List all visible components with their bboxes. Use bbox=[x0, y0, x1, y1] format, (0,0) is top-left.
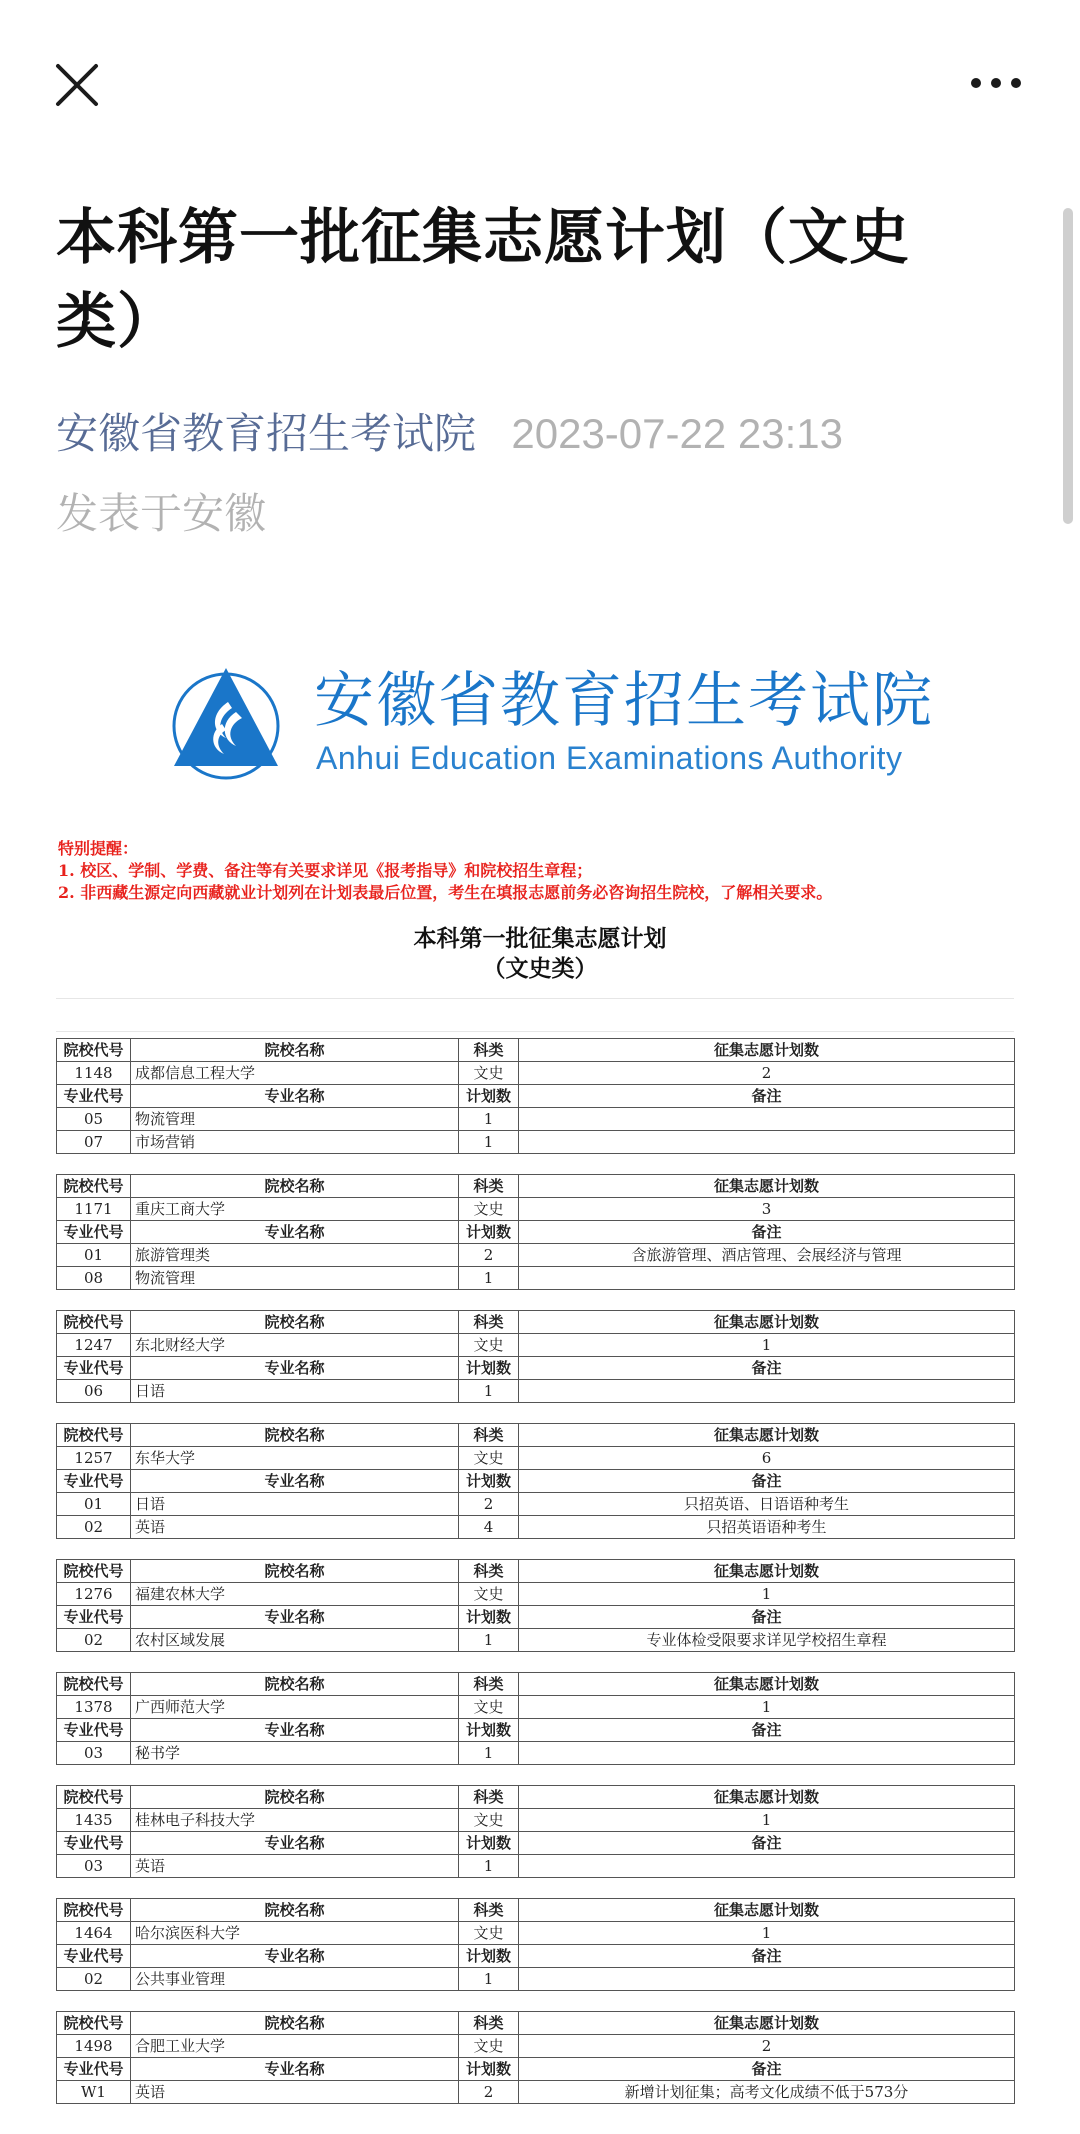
school-plan-total: 1 bbox=[519, 1696, 1015, 1719]
school-category: 文史 bbox=[459, 1809, 519, 1832]
major-plan-count: 1 bbox=[459, 1380, 519, 1403]
header-school-name: 院校名称 bbox=[131, 1673, 459, 1696]
header-plan-total: 征集志愿计划数 bbox=[519, 1560, 1015, 1583]
header-plan-count: 计划数 bbox=[459, 1470, 519, 1493]
header-plan-total: 征集志愿计划数 bbox=[519, 1311, 1015, 1334]
major-name: 英语 bbox=[131, 1855, 459, 1878]
major-plan-count: 1 bbox=[459, 1629, 519, 1652]
school-table bbox=[56, 1559, 1015, 1652]
header-school-code: 院校代号 bbox=[57, 1899, 131, 1922]
school-plan-total: 6 bbox=[519, 1447, 1015, 1470]
school-code: 1257 bbox=[57, 1447, 131, 1470]
major-name: 农村区域发展 bbox=[131, 1629, 459, 1652]
major-code: 03 bbox=[57, 1855, 131, 1878]
authority-name-cn: 安徽省教育招生考试院 bbox=[314, 666, 934, 736]
school-row bbox=[57, 1198, 1015, 1221]
school-name: 东北财经大学 bbox=[131, 1334, 459, 1357]
header-category: 科类 bbox=[459, 2012, 519, 2035]
major-code: 06 bbox=[57, 1380, 131, 1403]
major-header-row bbox=[57, 1606, 1015, 1629]
major-plan-count: 1 bbox=[459, 1131, 519, 1154]
notice-line-2: 2. 非西藏生源定向西藏就业计划列在计划表最后位置，考生在填报志愿前务必咨询招生院校，了解相关要求。 bbox=[58, 883, 833, 902]
school-header-row bbox=[57, 1673, 1015, 1696]
school-code: 1435 bbox=[57, 1809, 131, 1832]
major-row bbox=[57, 1493, 1015, 1516]
publish-location: 发表于安徽 bbox=[56, 489, 267, 538]
major-code: 02 bbox=[57, 1516, 131, 1539]
school-plan-total: 1 bbox=[519, 1334, 1015, 1357]
header-category: 科类 bbox=[459, 1424, 519, 1447]
plan-title-sub: （文史类） bbox=[482, 955, 598, 982]
major-remark bbox=[519, 1855, 1015, 1878]
close-icon bbox=[50, 58, 110, 118]
more-icon bbox=[968, 68, 1032, 98]
school-table bbox=[56, 1038, 1015, 1154]
header-remarks: 备注 bbox=[519, 1085, 1015, 1108]
school-category: 文史 bbox=[459, 1334, 519, 1357]
document-image bbox=[40, 640, 1040, 2134]
notice-line-1: 1. 校区、学制、学费、备注等有关要求详见《报考指导》和院校招生章程； bbox=[58, 861, 593, 880]
school-name: 广西师范大学 bbox=[131, 1696, 459, 1719]
major-plan-count: 2 bbox=[459, 1244, 519, 1267]
header-school-code: 院校代号 bbox=[57, 1560, 131, 1583]
school-category: 文史 bbox=[459, 1447, 519, 1470]
school-table bbox=[56, 1174, 1015, 1290]
school-header-row bbox=[57, 2012, 1015, 2035]
major-name: 日语 bbox=[131, 1493, 459, 1516]
header-school-name: 院校名称 bbox=[131, 1424, 459, 1447]
more-button[interactable] bbox=[968, 68, 1032, 98]
header-school-name: 院校名称 bbox=[131, 1175, 459, 1198]
blank-rows bbox=[56, 998, 1014, 1032]
header-school-name: 院校名称 bbox=[131, 2012, 459, 2035]
major-name: 物流管理 bbox=[131, 1108, 459, 1131]
header-major-code: 专业代号 bbox=[57, 1357, 131, 1380]
major-header-row bbox=[57, 2058, 1015, 2081]
major-remark bbox=[519, 1742, 1015, 1765]
major-remark bbox=[519, 1131, 1015, 1154]
school-row bbox=[57, 1334, 1015, 1357]
school-header-row bbox=[57, 1560, 1015, 1583]
school-name: 成都信息工程大学 bbox=[131, 1062, 459, 1085]
header-remarks: 备注 bbox=[519, 1606, 1015, 1629]
header-category: 科类 bbox=[459, 1311, 519, 1334]
major-name: 物流管理 bbox=[131, 1267, 459, 1290]
header-remarks: 备注 bbox=[519, 1357, 1015, 1380]
header-major-name: 专业名称 bbox=[131, 1085, 459, 1108]
school-header-row bbox=[57, 1786, 1015, 1809]
header-category: 科类 bbox=[459, 1899, 519, 1922]
header-school-code: 院校代号 bbox=[57, 2012, 131, 2035]
header-category: 科类 bbox=[459, 1673, 519, 1696]
header-plan-total: 征集志愿计划数 bbox=[519, 1039, 1015, 1062]
major-remark bbox=[519, 1267, 1015, 1290]
school-category: 文史 bbox=[459, 1922, 519, 1945]
school-code: 1247 bbox=[57, 1334, 131, 1357]
school-plan-total: 2 bbox=[519, 2035, 1015, 2058]
major-row bbox=[57, 2081, 1015, 2104]
major-plan-count: 1 bbox=[459, 1968, 519, 1991]
header-school-code: 院校代号 bbox=[57, 1311, 131, 1334]
major-name: 公共事业管理 bbox=[131, 1968, 459, 1991]
header-plan-total: 征集志愿计划数 bbox=[519, 1175, 1015, 1198]
major-remark: 只招英语语种考生 bbox=[519, 1516, 1015, 1539]
major-name: 市场营销 bbox=[131, 1131, 459, 1154]
school-name: 桂林电子科技大学 bbox=[131, 1809, 459, 1832]
school-plan-total: 3 bbox=[519, 1198, 1015, 1221]
major-code: 01 bbox=[57, 1493, 131, 1516]
school-table bbox=[56, 1785, 1015, 1878]
major-row bbox=[57, 1267, 1015, 1290]
header-school-name: 院校名称 bbox=[131, 1039, 459, 1062]
major-row bbox=[57, 1968, 1015, 1991]
header-school-name: 院校名称 bbox=[131, 1786, 459, 1809]
major-row bbox=[57, 1380, 1015, 1403]
school-row bbox=[57, 1696, 1015, 1719]
header-school-name: 院校名称 bbox=[131, 1560, 459, 1583]
header-school-code: 院校代号 bbox=[57, 1175, 131, 1198]
header-plan-total: 征集志愿计划数 bbox=[519, 2012, 1015, 2035]
major-remark: 含旅游管理、酒店管理、会展经济与管理 bbox=[519, 1244, 1015, 1267]
major-name: 英语 bbox=[131, 1516, 459, 1539]
header-category: 科类 bbox=[459, 1560, 519, 1583]
header-school-code: 院校代号 bbox=[57, 1039, 131, 1062]
major-name: 英语 bbox=[131, 2081, 459, 2104]
major-header-row bbox=[57, 1221, 1015, 1244]
header-remarks: 备注 bbox=[519, 1470, 1015, 1493]
header-plan-count: 计划数 bbox=[459, 1357, 519, 1380]
major-name: 日语 bbox=[131, 1380, 459, 1403]
header-plan-count: 计划数 bbox=[459, 1719, 519, 1742]
authority-logo-icon bbox=[166, 662, 286, 782]
major-remark bbox=[519, 1380, 1015, 1403]
header-major-name: 专业名称 bbox=[131, 1719, 459, 1742]
authority-name-en: Anhui Education Examinations Authority bbox=[316, 740, 903, 776]
header-plan-count: 计划数 bbox=[459, 1221, 519, 1244]
top-bar bbox=[0, 0, 1080, 170]
header-remarks: 备注 bbox=[519, 2058, 1015, 2081]
school-code: 1464 bbox=[57, 1922, 131, 1945]
school-plan-total: 1 bbox=[519, 1922, 1015, 1945]
major-code: W1 bbox=[57, 2081, 131, 2104]
header-plan-count: 计划数 bbox=[459, 1945, 519, 1968]
major-code: 03 bbox=[57, 1742, 131, 1765]
school-name: 哈尔滨医科大学 bbox=[131, 1922, 459, 1945]
header-major-code: 专业代号 bbox=[57, 1085, 131, 1108]
header-remarks: 备注 bbox=[519, 1945, 1015, 1968]
header-school-code: 院校代号 bbox=[57, 1424, 131, 1447]
header-major-code: 专业代号 bbox=[57, 1221, 131, 1244]
major-header-row bbox=[57, 1470, 1015, 1493]
plan-tables bbox=[56, 1038, 1014, 2124]
header-major-name: 专业名称 bbox=[131, 1606, 459, 1629]
school-header-row bbox=[57, 1175, 1015, 1198]
school-category: 文史 bbox=[459, 1062, 519, 1085]
major-plan-count: 1 bbox=[459, 1267, 519, 1290]
major-row bbox=[57, 1742, 1015, 1765]
plan-title-main: 本科第一批征集志愿计划 bbox=[413, 925, 667, 952]
header-major-name: 专业名称 bbox=[131, 1357, 459, 1380]
header-major-code: 专业代号 bbox=[57, 1719, 131, 1742]
major-remark: 新增计划征集；高考文化成绩不低于573分 bbox=[519, 2081, 1015, 2104]
header-school-name: 院校名称 bbox=[131, 1311, 459, 1334]
header-plan-count: 计划数 bbox=[459, 1085, 519, 1108]
header-major-code: 专业代号 bbox=[57, 1832, 131, 1855]
special-notice bbox=[58, 838, 1028, 904]
school-table bbox=[56, 1423, 1015, 1539]
header-plan-count: 计划数 bbox=[459, 1606, 519, 1629]
major-row bbox=[57, 1108, 1015, 1131]
school-plan-total: 2 bbox=[519, 1062, 1015, 1085]
header-remarks: 备注 bbox=[519, 1221, 1015, 1244]
major-remark: 只招英语、日语语种考生 bbox=[519, 1493, 1015, 1516]
header-plan-count: 计划数 bbox=[459, 1832, 519, 1855]
header-plan-total: 征集志愿计划数 bbox=[519, 1673, 1015, 1696]
header-major-code: 专业代号 bbox=[57, 1606, 131, 1629]
header-category: 科类 bbox=[459, 1039, 519, 1062]
major-name: 旅游管理类 bbox=[131, 1244, 459, 1267]
header-plan-total: 征集志愿计划数 bbox=[519, 1424, 1015, 1447]
school-code: 1276 bbox=[57, 1583, 131, 1606]
major-plan-count: 1 bbox=[459, 1108, 519, 1131]
major-row bbox=[57, 1244, 1015, 1267]
school-plan-total: 1 bbox=[519, 1809, 1015, 1832]
school-plan-total: 1 bbox=[519, 1583, 1015, 1606]
school-table bbox=[56, 1672, 1015, 1765]
school-table bbox=[56, 2011, 1015, 2104]
school-name: 福建农林大学 bbox=[131, 1583, 459, 1606]
school-row bbox=[57, 1583, 1015, 1606]
school-table bbox=[56, 1898, 1015, 1991]
header-major-name: 专业名称 bbox=[131, 1470, 459, 1493]
major-row bbox=[57, 1855, 1015, 1878]
school-code: 1378 bbox=[57, 1696, 131, 1719]
major-name: 秘书学 bbox=[131, 1742, 459, 1765]
notice-heading: 特别提醒： bbox=[58, 839, 139, 858]
authority-logo bbox=[166, 662, 956, 782]
major-header-row bbox=[57, 1719, 1015, 1742]
school-name: 东华大学 bbox=[131, 1447, 459, 1470]
major-remark bbox=[519, 1968, 1015, 1991]
school-category: 文史 bbox=[459, 2035, 519, 2058]
school-row bbox=[57, 2035, 1015, 2058]
major-code: 07 bbox=[57, 1131, 131, 1154]
major-row bbox=[57, 1629, 1015, 1652]
header-major-code: 专业代号 bbox=[57, 1470, 131, 1493]
header-school-code: 院校代号 bbox=[57, 1673, 131, 1696]
school-category: 文史 bbox=[459, 1198, 519, 1221]
publish-time: 2023-07-22 23:13 bbox=[511, 410, 843, 457]
school-row bbox=[57, 1809, 1015, 1832]
school-row bbox=[57, 1922, 1015, 1945]
major-plan-count: 1 bbox=[459, 1742, 519, 1765]
header-plan-total: 征集志愿计划数 bbox=[519, 1899, 1015, 1922]
header-major-name: 专业名称 bbox=[131, 1945, 459, 1968]
header-category: 科类 bbox=[459, 1786, 519, 1809]
header-major-code: 专业代号 bbox=[57, 1945, 131, 1968]
school-header-row bbox=[57, 1039, 1015, 1062]
major-header-row bbox=[57, 1085, 1015, 1108]
scrollbar[interactable] bbox=[1063, 208, 1073, 524]
school-row bbox=[57, 1062, 1015, 1085]
school-name: 合肥工业大学 bbox=[131, 2035, 459, 2058]
major-header-row bbox=[57, 1357, 1015, 1380]
school-name: 重庆工商大学 bbox=[131, 1198, 459, 1221]
major-row bbox=[57, 1131, 1015, 1154]
major-code: 05 bbox=[57, 1108, 131, 1131]
header-remarks: 备注 bbox=[519, 1719, 1015, 1742]
header-remarks: 备注 bbox=[519, 1832, 1015, 1855]
author-link[interactable]: 安徽省教育招生考试院 bbox=[56, 409, 477, 458]
header-major-code: 专业代号 bbox=[57, 2058, 131, 2081]
school-header-row bbox=[57, 1311, 1015, 1334]
major-plan-count: 2 bbox=[459, 2081, 519, 2104]
major-code: 02 bbox=[57, 1968, 131, 1991]
school-row bbox=[57, 1447, 1015, 1470]
header-plan-count: 计划数 bbox=[459, 2058, 519, 2081]
major-plan-count: 1 bbox=[459, 1855, 519, 1878]
major-code: 08 bbox=[57, 1267, 131, 1290]
header-major-name: 专业名称 bbox=[131, 2058, 459, 2081]
major-remark: 专业体检受限要求详见学校招生章程 bbox=[519, 1629, 1015, 1652]
school-category: 文史 bbox=[459, 1583, 519, 1606]
major-plan-count: 4 bbox=[459, 1516, 519, 1539]
major-plan-count: 2 bbox=[459, 1493, 519, 1516]
school-table bbox=[56, 1310, 1015, 1403]
article-title: 本科第一批征集志愿计划（文史类） bbox=[56, 203, 910, 357]
article-meta bbox=[56, 406, 843, 462]
close-button[interactable] bbox=[50, 58, 110, 118]
major-remark bbox=[519, 1108, 1015, 1131]
header-school-code: 院校代号 bbox=[57, 1786, 131, 1809]
school-code: 1171 bbox=[57, 1198, 131, 1221]
header-major-name: 专业名称 bbox=[131, 1832, 459, 1855]
major-row bbox=[57, 1516, 1015, 1539]
major-code: 01 bbox=[57, 1244, 131, 1267]
major-code: 02 bbox=[57, 1629, 131, 1652]
plan-title bbox=[40, 924, 1040, 984]
header-plan-total: 征集志愿计划数 bbox=[519, 1786, 1015, 1809]
school-code: 1498 bbox=[57, 2035, 131, 2058]
header-school-name: 院校名称 bbox=[131, 1899, 459, 1922]
school-header-row bbox=[57, 1899, 1015, 1922]
school-code: 1148 bbox=[57, 1062, 131, 1085]
school-category: 文史 bbox=[459, 1696, 519, 1719]
header-major-name: 专业名称 bbox=[131, 1221, 459, 1244]
header-category: 科类 bbox=[459, 1175, 519, 1198]
major-header-row bbox=[57, 1832, 1015, 1855]
major-header-row bbox=[57, 1945, 1015, 1968]
school-header-row bbox=[57, 1424, 1015, 1447]
